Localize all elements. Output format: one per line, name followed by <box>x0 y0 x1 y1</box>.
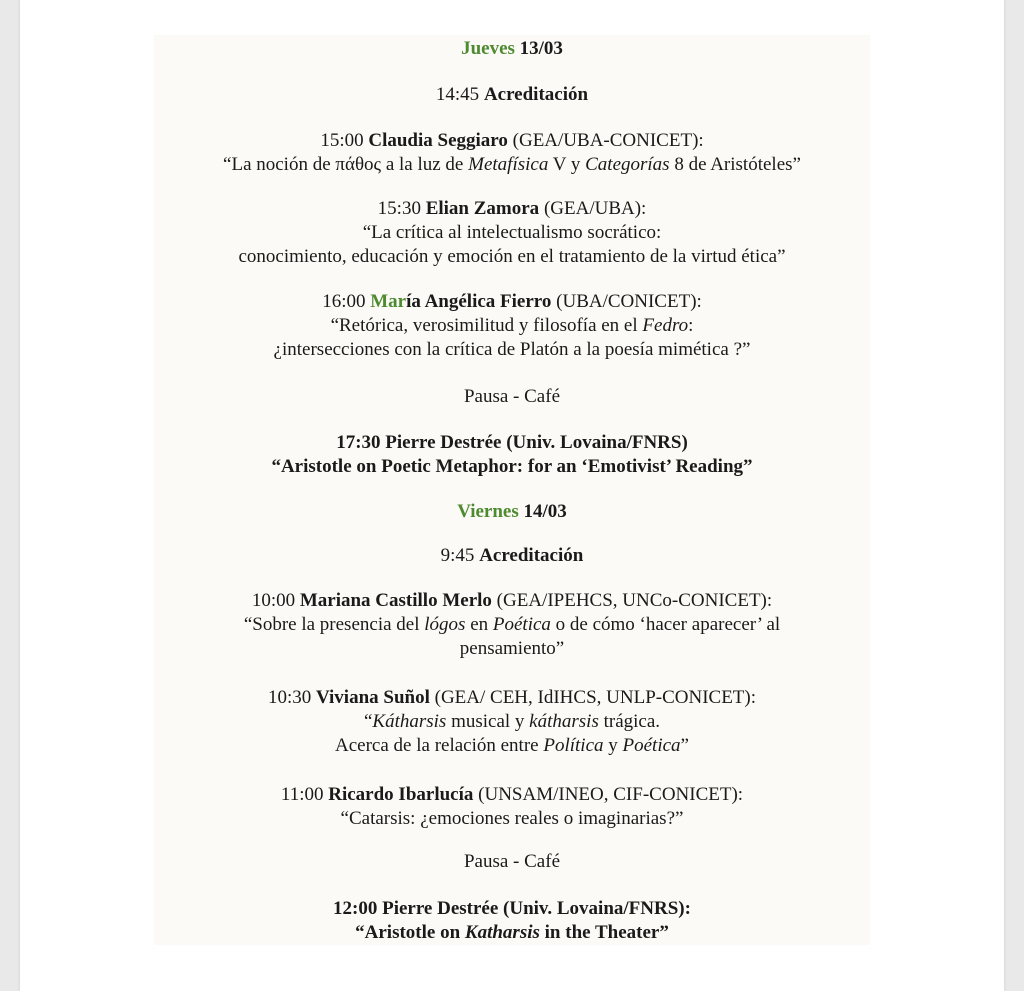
accreditation-friday: 9:45 Acreditación <box>440 545 584 566</box>
talk-zamora-header: 15:30 Elian Zamora (GEA/UBA): <box>377 198 647 219</box>
talk-seggiaro-header: 15:00 Claudia Seggiaro (GEA/UBA-CONICET): <box>320 130 704 151</box>
keynote-thursday-line1: 17:30 Pierre Destrée (Univ. Lovaina/FNRS) <box>336 432 688 453</box>
talk-sunol-header: 10:30 Viviana Suñol (GEA/ CEH, IdIHCS, UNLP-CONICET): <box>267 687 757 708</box>
accreditation-thursday: 14:45 Acreditación <box>435 84 589 105</box>
keynote-friday-line2: “Aristotle on Katharsis in the Theater” <box>355 922 669 943</box>
talk-seggiaro-title: “La noción de πάθος a la luz de Metafísica V y Categorías 8 de Aristóteles” <box>223 154 801 175</box>
day-heading-friday: Viernes 14/03 <box>457 501 567 522</box>
talk-zamora-title-line2: conocimiento, educación y emoción en el tratamiento de la virtud ética” <box>238 246 786 267</box>
talk-ibarlucia-title: “Catarsis: ¿emociones reales o imaginarias?” <box>340 808 684 829</box>
talk-zamora-title-line1: “La crítica al intelectualismo socrático: <box>362 222 662 243</box>
talk-ibarlucia-header: 11:00 Ricardo Ibarlucía (UNSAM/INEO, CIF-CONICET): <box>280 784 744 805</box>
talk-fierro-title-line2: ¿intersecciones con la crítica de Platón a la poesía mimética ?” <box>273 339 751 360</box>
pause-friday: Pausa - Café <box>463 851 561 872</box>
talk-castillo-title-line1: “Sobre la presencia del lógos en Poética o de cómo ‘hacer aparecer’ al <box>243 614 781 635</box>
pause-thursday: Pausa - Café <box>463 386 561 407</box>
talk-castillo-header: 10:00 Mariana Castillo Merlo (GEA/IPEHCS, UNCo-CONICET): <box>251 590 773 611</box>
talk-fierro-title-line1: “Retórica, verosimilitud y filosofía en el Fedro: <box>330 315 694 336</box>
day-heading-thursday: Jueves 13/03 <box>461 38 563 59</box>
talk-castillo-title-line2: pensamiento” <box>459 638 565 659</box>
keynote-thursday-line2: “Aristotle on Poetic Metaphor: for an ‘Emotivist’ Reading” <box>271 456 753 477</box>
program-panel <box>154 35 870 945</box>
talk-sunol-title-line1: “Kátharsis musical y kátharsis trágica. <box>363 711 661 732</box>
talk-fierro-header: 16:00 María Angélica Fierro (UBA/CONICET): <box>322 291 702 312</box>
keynote-friday-line1: 12:00 Pierre Destrée (Univ. Lovaina/FNRS): <box>333 898 691 919</box>
talk-sunol-title-line2: Acerca de la relación entre Política y Poética” <box>335 735 689 756</box>
document-page <box>20 0 1004 991</box>
